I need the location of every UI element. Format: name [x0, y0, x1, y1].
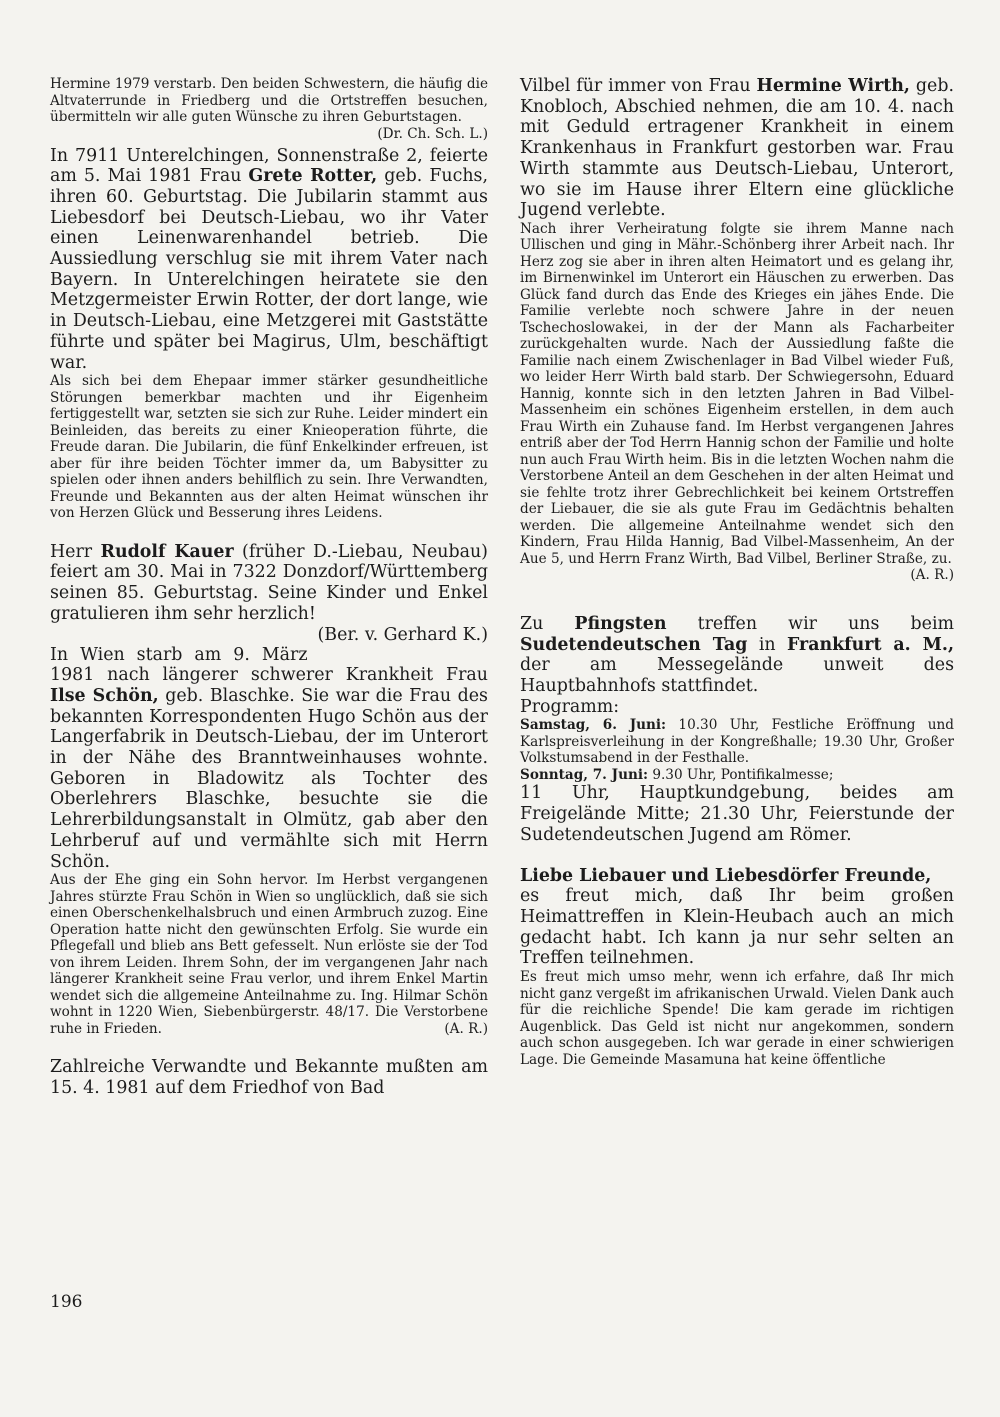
page-number: 196	[50, 1292, 83, 1312]
article-text: geb. Blaschke. Sie war die Frau des bekannten Korrespondenten Hugo Schön aus der Langerfabrik in Deutsch-Liebau, der im Unterort in der Nähe des Branntweinhauses wohnte. Geboren in Bladowitz als Tochter des Oberlehrers Blaschke, besuchte sie die Lehrerbildungsanstalt in Olmütz, gab aber den Lehrberuf auf und vermählte sich mit Herrn Schön.	[50, 685, 488, 872]
article-text: Hermine 1979 verstarb. Den beiden Schwestern, die häufig die Altvaterrunde in Friedberg und die Ortstreffen besuchen, übermitteln wir alle guten Wünsche zu ihren Geburtstagen.	[50, 76, 488, 125]
author-signature: (Ber. v. Gerhard K.)	[317, 624, 488, 645]
emphasis: Pfingsten	[574, 613, 667, 634]
emphasis: Frankfurt a. M.,	[787, 634, 955, 655]
right-column	[520, 76, 954, 1068]
article-birthday-sisters	[50, 76, 488, 142]
program-sunday	[520, 767, 954, 784]
program-text: 9.30 Uhr, Pontifikalmesse;	[648, 766, 834, 783]
article-text: Aus der Ehe ging ein Sohn hervor. Im Herbst vergangenen Jahres stürzte Frau Schön in Wien so unglücklich, daß sie sich einen Oberschenkelhalsbruch und einen Armbruch zuzog. Eine Operation hatte nicht den gewünschten Erfolg. Sie wurde ein Pflegefall und blieb ans Bett gefesselt. Nun erlöste sie der Tod von ihrem Leiden. Ihrem Sohn, der im vergangenen Jahr nach längerer Krankheit seine Frau verlor, und ihrem Enkel Martin wendet sich die allgemeine Anteilnahme zu. Ing. Hilmar Schön wohnt in 1220 Wien, Siebenbürgerstr. 48/17. Die Verstorbene ruhe in Frieden.	[50, 872, 488, 1037]
program-day-label: Samstag, 6. Juni:	[520, 717, 667, 734]
person-name: Ilse Schön,	[50, 685, 159, 706]
author-signature: (A. R.)	[910, 567, 954, 584]
article-ilse-schoen	[50, 645, 488, 873]
article-text: (früher D.-Liebau, Neubau) feiert am 30. Mai in 7322 Donzdorf/Württemberg seinen 85. Geburtstag. Seine Kinder und Enkel gratulieren ihm sehr herzlich!	[50, 541, 488, 624]
article-grete-rotter	[50, 146, 488, 374]
article-hermine-wirth	[520, 76, 954, 221]
article-text: geb. Knobloch, Abschied nehmen, die am 10. 4. nach mit Geduld ertragener Krankheit in einem Krankenhaus in Frankfurt gestorben war. Frau Wirth stammte aus Deutsch-Liebau, Unterort, wo sie im Hause ihrer Eltern eine glückliche Jugend verlebte.	[520, 76, 954, 221]
article-text: geb. Fuchs, ihren 60. Geburtstag. Die Jubilarin stammt aus Liebesdorf bei Deutsch-Liebau, wo ihr Vater einen Leinenwarenhandel betrieb. Die Aussiedlung verschlug sie mit ihrem Vater nach Bayern. In Unterelchingen heiratete sie den Metzgermeister Erwin Rotter, der dort lange, wie in Deutsch-Liebau, eine Metzgerei mit Gaststätte führte und später bei Magirus, Ulm, beschäftigt war.	[50, 166, 488, 373]
article-hermine-wirth-detail: Nach ihrer Verheiratung folgte sie ihrem Manne nach Ullischen und ging in Mähr.-Schönberg ihrer Arbeit nach. Ihr Herz zog sie aber in ihren alten Heimatort und es gelang ihr, im Birnenwinkel im Unterort ein Häuschen zu erwerben. Das Glück fand durch das Ende des Krieges ein jähes Ende. Die Familie verlebte noch schwere Jahre in der neuen Tschechoslowakei, in der der Mann als Facharbeiter zurückgehalten wurde. Nach der Aussiedlung faßte die Familie nach einem Zwischenlager in Bad Vilbel wieder Fuß, wo leider Herr Wirth bald starb. Der Schwiegersohn, Eduard Hannig, konnte sich in den letzten Jahren in Bad Vilbel-Massenheim ein schönes Eigenheim erstellen, in dem auch Frau Wirth ein Zuhause fand. Im Herbst vergangenen Jahres entriß aber der Tod Herrn Hannig schon der Familie und holte nun auch Frau Wirth heim. Bis in die letzten Wochen nahm die Verstorbene Anteil an dem Geschehen in der alten Heimat und sie fehlte trotz ihrer Gebrechlichkeit bei keinem Ortstreffen der Liebauer, die sie als gute Frau im Gedächtnis behalten werden. Die allgemeine Anteilnahme wendet sich den Kindern, Frau Hilda Hannig, Bad Vilbel-Massenheim, An der Aue 5, und Herrn Franz Wirth, Bad Vilbel, Berliner Straße, zu.	[520, 220, 954, 567]
article-text: Vilbel für immer von Frau	[520, 76, 757, 96]
article-ilse-schoen-detail	[50, 872, 488, 1037]
program-saturday	[520, 717, 954, 767]
announcement-text: in	[747, 634, 787, 655]
person-name: Hermine Wirth,	[756, 76, 910, 96]
letter-intro: es freut mich, daß Ihr beim großen Heimattreffen in Klein-Heubach auch an mich gedacht habt. Ich kann ja nur sehr selten an Treffen teilnehmen.	[520, 886, 954, 969]
person-name: Rudolf Kauer	[100, 541, 234, 562]
program-day-label: Sonntag, 7. Juni:	[520, 766, 649, 783]
program-sunday-continued: 11 Uhr, Hauptkundgebung, beides am Freigelände Mitte; 21.30 Uhr, Feierstunde der Sudetendeutschen Jugend am Römer.	[520, 783, 954, 845]
announcement-sudetendeutscher-tag	[520, 614, 954, 697]
article-text: Herr	[50, 541, 101, 562]
program-text: 10.30 Uhr, Festliche Eröffnung und Karlspreisverleihung in der Kongreßhalle; 19.30 Uhr, Großer Volkstumsabend in der Festhalle.	[520, 717, 954, 767]
letter-heading	[520, 866, 954, 887]
author-signature: (A. R.)	[444, 1020, 488, 1037]
article-text: In Wien starb am 9. März 1981 nach längerer schwerer Krankheit Frau	[50, 644, 488, 686]
article-text: In 7911 Unterelchingen, Sonnenstraße 2, feierte am 5. Mai 1981 Frau	[50, 145, 488, 187]
announcement-text: Zu	[520, 613, 575, 634]
announcement-text: der am Messegelände unweit des Hauptbahnhofs stattfindet.	[520, 655, 954, 697]
person-name: Grete Rotter,	[248, 166, 378, 187]
article-rudolf-kauer	[50, 541, 488, 645]
left-column	[50, 76, 488, 1099]
emphasis: Sudetendeutschen Tag	[520, 634, 748, 655]
article-hermine-wirth-start: Zahlreiche Verwandte und Bekannte mußten am 15. 4. 1981 auf dem Friedhof von Bad	[50, 1057, 488, 1098]
article-grete-rotter-detail: Als sich bei dem Ehepaar immer stärker gesundheitliche Störungen bemerkbar machten und ihr Eigenheim fertiggestellt war, setzten sie sich zur Ruhe. Leider mindert ein Beinleiden, das bereits zu einer Knieoperation führte, die Freude daran. Die Jubilarin, die fünf Enkelkinder erfreuen, ist aber für ihre beiden Töchter immer da, um Babysitter zu spielen oder ihnen anders behilflich zu sein. Ihre Verwandten, Freunde und Bekannten aus der alten Heimat wünschen ihr von Herzen Glück und Besserung ihres Leidens.	[50, 373, 488, 522]
letter-body: Es freut mich umso mehr, wenn ich erfahre, daß Ihr mich nicht ganz vergeßt im afrikanischen Urwald. Vielen Dank auch für die reichliche Spende! Die kam gerade im richtigen Augenblick. Das Geld ist nicht nur angekommen, sondern auch schon ausgegeben. Ich war gerade in einer schwierigen Lage. Die Gemeinde Masamuna hat keine öffentliche	[520, 969, 954, 1068]
author-signature: (Dr. Ch. Sch. L.)	[377, 125, 488, 142]
announcement-text: treffen wir uns beim	[666, 613, 954, 634]
letter-salutation: Liebe Liebauer und Liebesdörfer Freunde,	[520, 865, 932, 886]
program-heading: Programm:	[520, 696, 620, 717]
